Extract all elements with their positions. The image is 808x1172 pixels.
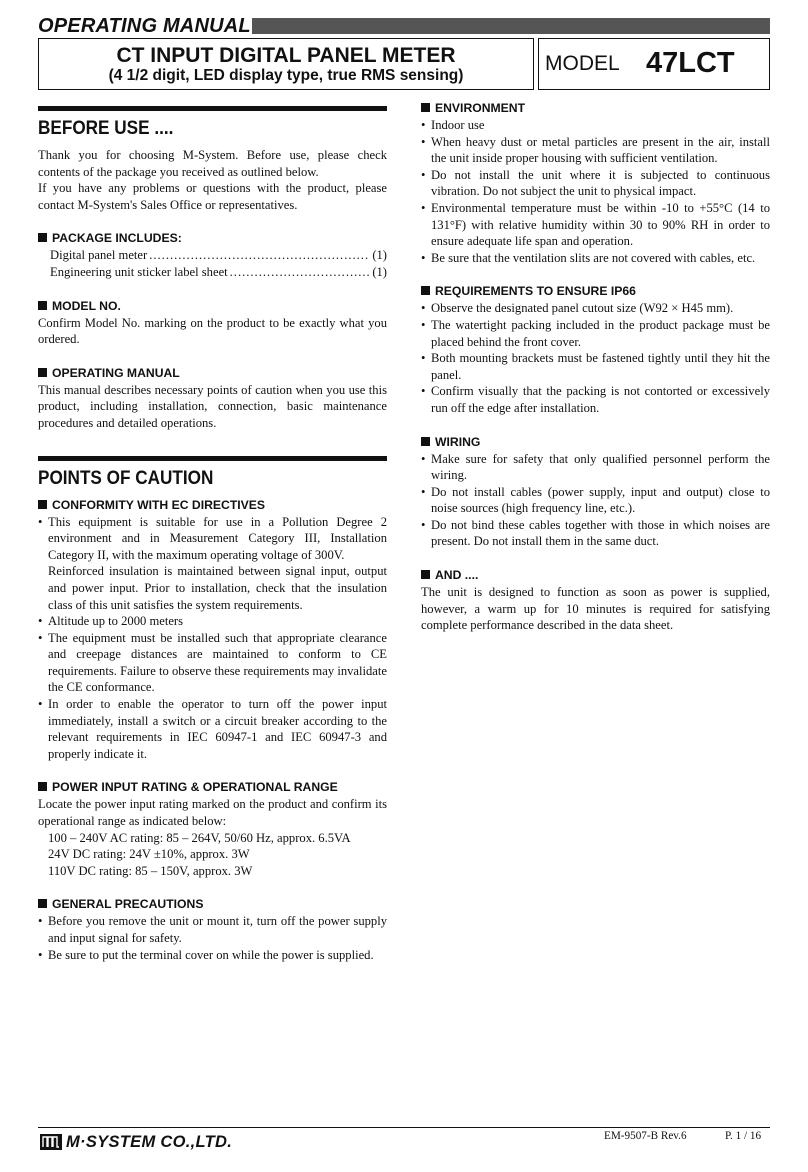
ec-bullet-continued: Reinforced insulation is maintained between signal input, output and power input. Prior to installation, check that the insulation class of this unit satisfies the system requirements. xyxy=(48,564,387,612)
square-bullet-icon xyxy=(38,500,47,509)
model-value: 47LCT xyxy=(646,47,735,79)
manual-label: OPERATING MANUAL xyxy=(38,15,251,37)
environment-bullet: • Do not install the unit where it is subjected to continuous vibration. Do not subject the unit to physical impact. xyxy=(421,167,770,200)
ec-bullet: • This equipment is suitable for use in a Pollution Degree 2 environment and in Measurement Category III, Installation Category II, with the maximum operating voltage of 300V. xyxy=(38,514,387,564)
intro-paragraph: Thank you for choosing M-System. Before use, please check contents of the package you received as outlined below. xyxy=(38,148,387,179)
environment-bullet: • Indoor use xyxy=(421,117,770,134)
operating-manual-text: This manual describes necessary points of caution when you use this product, including installation, connection, basic maintenance procedures and detailed operations. xyxy=(38,382,387,430)
environment-bullet: • Be sure that the ventilation slits are not covered with cables, etc. xyxy=(421,250,770,267)
wiring-bullet: • Make sure for safety that only qualified personnel perform the wiring. xyxy=(421,451,770,484)
environment-title: ENVIRONMENT xyxy=(421,100,770,116)
ec-title: CONFORMITY WITH EC DIRECTIVES xyxy=(38,497,387,513)
ip66-title: REQUIREMENTS TO ENSURE IP66 xyxy=(421,283,770,299)
ip66-bullet: • Observe the designated panel cutout size (W92 × H45 mm). xyxy=(421,300,770,317)
square-bullet-icon xyxy=(38,782,47,791)
wiring-title: WIRING xyxy=(421,434,770,450)
operating-manual-title: OPERATING MANUAL xyxy=(38,365,387,381)
square-bullet-icon xyxy=(421,570,430,579)
package-title: PACKAGE INCLUDES: xyxy=(38,230,387,246)
general-bullet: • Be sure to put the terminal cover on while the power is supplied. xyxy=(38,947,387,964)
page-number: P. 1 / 16 xyxy=(725,1130,762,1142)
square-bullet-icon xyxy=(38,301,47,310)
m-system-logo-icon xyxy=(40,1134,62,1150)
document-subtitle: (4 1/2 digit, LED display type, true RMS sensing) xyxy=(108,67,464,84)
right-column xyxy=(421,100,770,634)
power-title: POWER INPUT RATING & OPERATIONAL RANGE xyxy=(38,779,387,795)
power-rating: 110V DC rating: 85 – 150V, approx. 3W xyxy=(48,863,253,878)
power-rating: 24V DC rating: 24V ±10%, approx. 3W xyxy=(48,847,250,862)
footer-rule xyxy=(38,1127,770,1128)
environment-bullet: • When heavy dust or metal particles are present in the air, install the unit inside proper housing with sufficient ventilation. xyxy=(421,134,770,167)
left-column xyxy=(38,106,387,963)
ec-bullet: • Altitude up to 2000 meters xyxy=(38,613,387,630)
package-item: Digital panel meter ..... (1) xyxy=(38,247,387,264)
model-no-title: MODEL NO. xyxy=(38,298,387,314)
power-rating: 100 – 240V AC rating: 85 – 264V, 50/60 Hz, approx. 6.5VA xyxy=(48,830,351,845)
square-bullet-icon xyxy=(38,368,47,377)
power-text: Locate the power input rating marked on the product and confirm its operational range as indicated below: xyxy=(38,797,387,829)
model-label: MODEL xyxy=(545,52,620,75)
header-bar xyxy=(252,18,770,34)
company-name: M·SYSTEM CO.,LTD. xyxy=(66,1133,233,1151)
ip66-bullet: • Both mounting brackets must be fastened tightly until they hit the panel. xyxy=(421,350,770,383)
environment-bullet: • Environmental temperature must be within -10 to +55°C (14 to 131°F) with relative humidity within 30 to 90% RH in order to ensure adequate life span and operation. xyxy=(421,200,770,250)
square-bullet-icon xyxy=(421,437,430,446)
ec-bullet: • In order to enable the operator to turn off the power input immediately, install a switch or a circuit breaker according to the relevant requirements in IEC 60947-1 and IEC 60947-3 and properly indicate it. xyxy=(38,696,387,762)
document-number: EM-9507-B Rev.6 xyxy=(604,1130,687,1142)
section-rule xyxy=(38,456,387,461)
section-rule xyxy=(38,106,387,111)
wiring-bullet: • Do not install cables (power supply, input and output) close to noise sources (high frequency line, etc.). xyxy=(421,484,770,517)
square-bullet-icon xyxy=(38,233,47,242)
and-title: AND .... xyxy=(421,567,770,583)
ip66-bullet: • Confirm visually that the packing is not contorted or excessively run off the edge after installation. xyxy=(421,383,770,416)
model-box xyxy=(538,38,770,90)
square-bullet-icon xyxy=(421,103,430,112)
general-bullet: • Before you remove the unit or mount it, turn off the power supply and input signal for safety. xyxy=(38,913,387,946)
square-bullet-icon xyxy=(421,286,430,295)
ec-bullet: • The equipment must be installed such that appropriate clearance and creepage distances are maintained to conform to CE requirements. Failure to observe these requirements may invalidate the CE conformance. xyxy=(38,630,387,696)
package-item: Engineering unit sticker label sheet ..... (1) xyxy=(38,264,387,281)
model-no-text: Confirm Model No. marking on the product to be exactly what you ordered. xyxy=(38,315,387,347)
wiring-bullet: • Do not bind these cables together with those in which noises are present. Do not install them in the same duct. xyxy=(421,517,770,550)
square-bullet-icon xyxy=(38,899,47,908)
before-use-title: BEFORE USE .... xyxy=(38,117,174,139)
ip66-bullet: • The watertight packing included in the product package must be placed behind the front cover. xyxy=(421,317,770,350)
general-title: GENERAL PRECAUTIONS xyxy=(38,896,387,912)
document-title: CT INPUT DIGITAL PANEL METER xyxy=(116,44,456,67)
company-logo xyxy=(40,1132,232,1152)
and-text: The unit is designed to function as soon as power is supplied, however, a warm up for 10 minutes is required for satisfying complete performance described in the data sheet. xyxy=(421,585,770,633)
intro-paragraph: If you have any problems or questions with the product, please contact M-System's Sales Office or representatives. xyxy=(38,181,387,212)
points-of-caution-title: POINTS OF CAUTION xyxy=(38,466,214,489)
title-box xyxy=(38,38,534,90)
